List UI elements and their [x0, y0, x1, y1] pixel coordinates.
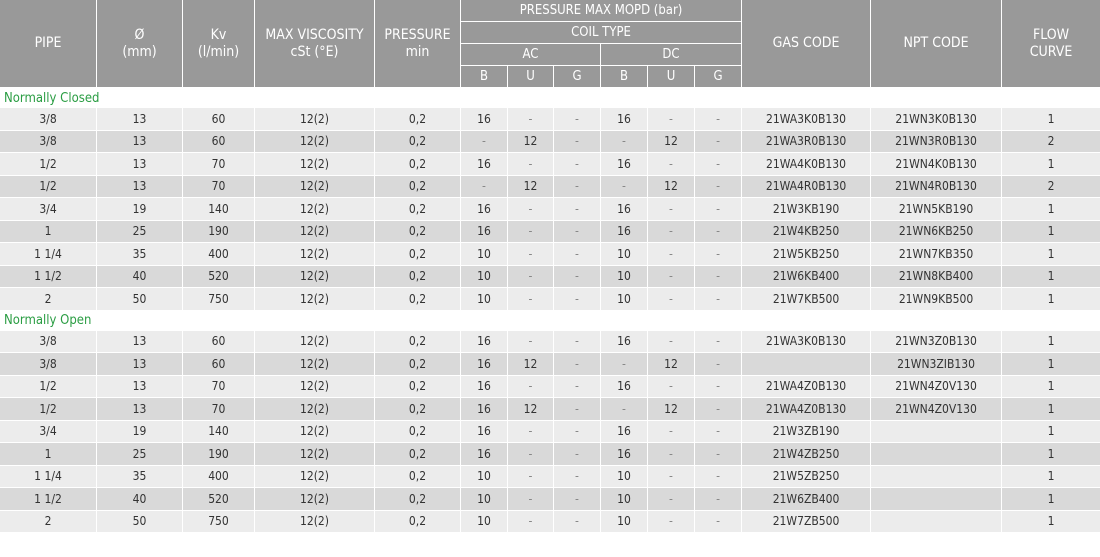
- cell-pressure-min: 0,2: [375, 221, 461, 244]
- cell-npt-code: 21WN8KB400: [871, 266, 1002, 289]
- cell-kv: 520: [183, 488, 255, 511]
- cell-pipe: 2: [0, 511, 97, 534]
- cell-pressure-min: 0,2: [375, 398, 461, 421]
- cell-ac-b: 16: [461, 108, 508, 131]
- cell-npt-code: 21WN6KB250: [871, 221, 1002, 244]
- cell-dc-b: -: [601, 131, 648, 154]
- cell-dc-u: -: [648, 443, 695, 466]
- cell-gas-code: 21W7ZB500: [742, 511, 871, 534]
- cell-kv: 140: [183, 421, 255, 444]
- cell-npt-code: 21WN3Z0B130: [871, 331, 1002, 354]
- table-row: [0, 376, 1100, 399]
- cell-max-viscosity: 12(2): [255, 198, 375, 221]
- cell-npt-code: 21WN3K0B130: [871, 108, 1002, 131]
- cell-dc-u: -: [648, 266, 695, 289]
- cell-dc-g: -: [695, 198, 742, 221]
- cell-pipe: 1 1/4: [0, 243, 97, 266]
- cell-pipe: 3/8: [0, 331, 97, 354]
- col-header-ac-g: G: [554, 66, 601, 88]
- cell-max-viscosity: 12(2): [255, 221, 375, 244]
- cell-diameter: 35: [97, 466, 183, 489]
- cell-gas-code: 21W5ZB250: [742, 466, 871, 489]
- cell-flow-curve: 1: [1002, 198, 1100, 221]
- cell-ac-u: -: [508, 198, 554, 221]
- col-header-max-viscosity: MAX VISCOSITY cSt (°E): [255, 0, 375, 88]
- cell-pressure-min: 0,2: [375, 353, 461, 376]
- cell-dc-g: -: [695, 488, 742, 511]
- cell-ac-b: 16: [461, 331, 508, 354]
- cell-flow-curve: 1: [1002, 353, 1100, 376]
- cell-ac-g: -: [554, 421, 601, 444]
- cell-pipe: 3/4: [0, 421, 97, 444]
- cell-ac-g: -: [554, 331, 601, 354]
- table-row: [0, 331, 1100, 354]
- cell-dc-g: -: [695, 153, 742, 176]
- cell-dc-b: -: [601, 398, 648, 421]
- table-row: [0, 466, 1100, 489]
- cell-dc-g: -: [695, 288, 742, 311]
- cell-ac-u: -: [508, 488, 554, 511]
- cell-kv: 70: [183, 398, 255, 421]
- cell-pipe: 3/8: [0, 131, 97, 154]
- cell-dc-u: -: [648, 376, 695, 399]
- cell-max-viscosity: 12(2): [255, 176, 375, 199]
- cell-ac-u: 12: [508, 176, 554, 199]
- cell-dc-b: 16: [601, 331, 648, 354]
- cell-pipe: 3/8: [0, 108, 97, 131]
- cell-pipe: 2: [0, 288, 97, 311]
- cell-npt-code: 21WN4Z0V130: [871, 376, 1002, 399]
- cell-diameter: 13: [97, 176, 183, 199]
- cell-gas-code: 21WA3K0B130: [742, 331, 871, 354]
- cell-pressure-min: 0,2: [375, 131, 461, 154]
- table-row: [0, 108, 1100, 131]
- cell-pressure-min: 0,2: [375, 466, 461, 489]
- col-header-mopd: PRESSURE MAX MOPD (bar): [461, 0, 742, 22]
- cell-ac-u: -: [508, 421, 554, 444]
- cell-diameter: 25: [97, 443, 183, 466]
- table-row: [0, 488, 1100, 511]
- cell-flow-curve: 1: [1002, 108, 1100, 131]
- cell-dc-u: -: [648, 421, 695, 444]
- cell-dc-b: 16: [601, 376, 648, 399]
- cell-ac-g: -: [554, 221, 601, 244]
- cell-diameter: 19: [97, 198, 183, 221]
- col-header-kv: Kv (l/min): [183, 0, 255, 88]
- cell-npt-code: 21WN3ZIB130: [871, 353, 1002, 376]
- cell-dc-g: -: [695, 176, 742, 199]
- cell-npt-code: [871, 421, 1002, 444]
- cell-kv: 70: [183, 176, 255, 199]
- cell-dc-b: 16: [601, 221, 648, 244]
- cell-dc-u: 12: [648, 131, 695, 154]
- cell-diameter: 13: [97, 153, 183, 176]
- cell-diameter: 13: [97, 376, 183, 399]
- cell-npt-code: 21WN9KB500: [871, 288, 1002, 311]
- table-row: [0, 266, 1100, 289]
- cell-ac-g: -: [554, 466, 601, 489]
- cell-diameter: 13: [97, 108, 183, 131]
- cell-kv: 60: [183, 353, 255, 376]
- cell-flow-curve: 1: [1002, 266, 1100, 289]
- cell-flow-curve: 2: [1002, 131, 1100, 154]
- cell-dc-b: 16: [601, 153, 648, 176]
- cell-dc-b: 10: [601, 466, 648, 489]
- cell-ac-g: -: [554, 243, 601, 266]
- cell-flow-curve: 1: [1002, 376, 1100, 399]
- cell-kv: 60: [183, 131, 255, 154]
- cell-ac-g: -: [554, 488, 601, 511]
- cell-pressure-min: 0,2: [375, 288, 461, 311]
- cell-max-viscosity: 12(2): [255, 443, 375, 466]
- cell-kv: 400: [183, 243, 255, 266]
- table-body: [0, 88, 1100, 533]
- cell-dc-g: -: [695, 353, 742, 376]
- cell-dc-g: -: [695, 266, 742, 289]
- col-header-diameter: Ø (mm): [97, 0, 183, 88]
- cell-kv: 190: [183, 221, 255, 244]
- cell-max-viscosity: 12(2): [255, 353, 375, 376]
- cell-dc-u: 12: [648, 398, 695, 421]
- col-header-flow-curve: FLOW CURVE: [1002, 0, 1100, 88]
- cell-ac-b: 10: [461, 466, 508, 489]
- section-title: Normally Closed: [0, 88, 1100, 108]
- cell-kv: 60: [183, 108, 255, 131]
- cell-ac-u: 12: [508, 131, 554, 154]
- cell-max-viscosity: 12(2): [255, 108, 375, 131]
- cell-flow-curve: 1: [1002, 331, 1100, 354]
- cell-max-viscosity: 12(2): [255, 288, 375, 311]
- table-row: [0, 221, 1100, 244]
- cell-npt-code: [871, 466, 1002, 489]
- cell-ac-u: 12: [508, 353, 554, 376]
- cell-flow-curve: 2: [1002, 176, 1100, 199]
- cell-dc-u: -: [648, 198, 695, 221]
- cell-dc-g: -: [695, 376, 742, 399]
- table-row: [0, 243, 1100, 266]
- col-header-coil-type: COIL TYPE: [461, 22, 742, 44]
- cell-dc-u: -: [648, 488, 695, 511]
- col-header-ac-b: B: [461, 66, 508, 88]
- section-title: Normally Open: [0, 311, 1100, 331]
- cell-pressure-min: 0,2: [375, 488, 461, 511]
- cell-max-viscosity: 12(2): [255, 466, 375, 489]
- cell-diameter: 13: [97, 131, 183, 154]
- cell-ac-g: -: [554, 511, 601, 534]
- cell-ac-g: -: [554, 398, 601, 421]
- cell-flow-curve: 1: [1002, 511, 1100, 534]
- cell-dc-b: 10: [601, 288, 648, 311]
- cell-ac-b: 16: [461, 443, 508, 466]
- cell-pipe: 1 1/4: [0, 466, 97, 489]
- cell-dc-u: -: [648, 221, 695, 244]
- cell-ac-b: 16: [461, 376, 508, 399]
- cell-ac-b: 10: [461, 511, 508, 534]
- cell-pipe: 1/2: [0, 398, 97, 421]
- cell-ac-u: -: [508, 511, 554, 534]
- cell-pipe: 3/4: [0, 198, 97, 221]
- cell-kv: 140: [183, 198, 255, 221]
- cell-dc-u: -: [648, 108, 695, 131]
- cell-ac-u: -: [508, 153, 554, 176]
- cell-kv: 400: [183, 466, 255, 489]
- cell-kv: 70: [183, 153, 255, 176]
- cell-flow-curve: 1: [1002, 153, 1100, 176]
- cell-dc-b: 10: [601, 243, 648, 266]
- cell-flow-curve: 1: [1002, 288, 1100, 311]
- cell-dc-u: -: [648, 511, 695, 534]
- cell-max-viscosity: 12(2): [255, 488, 375, 511]
- cell-dc-u: 12: [648, 176, 695, 199]
- cell-ac-b: 10: [461, 243, 508, 266]
- cell-pipe: 1 1/2: [0, 266, 97, 289]
- table-row: [0, 353, 1100, 376]
- table-row: [0, 176, 1100, 199]
- cell-dc-g: -: [695, 511, 742, 534]
- cell-ac-g: -: [554, 176, 601, 199]
- cell-diameter: 25: [97, 221, 183, 244]
- cell-ac-b: 16: [461, 198, 508, 221]
- cell-dc-g: -: [695, 108, 742, 131]
- cell-ac-u: -: [508, 266, 554, 289]
- cell-max-viscosity: 12(2): [255, 376, 375, 399]
- table-row: [0, 511, 1100, 534]
- cell-max-viscosity: 12(2): [255, 421, 375, 444]
- col-header-pipe: PIPE: [0, 0, 97, 88]
- cell-flow-curve: 1: [1002, 466, 1100, 489]
- table-row: [0, 421, 1100, 444]
- cell-dc-u: -: [648, 466, 695, 489]
- cell-gas-code: 21W3ZB190: [742, 421, 871, 444]
- cell-diameter: 19: [97, 421, 183, 444]
- cell-flow-curve: 1: [1002, 221, 1100, 244]
- cell-ac-g: -: [554, 108, 601, 131]
- cell-dc-u: 12: [648, 353, 695, 376]
- cell-gas-code: 21W4KB250: [742, 221, 871, 244]
- cell-gas-code: 21W3KB190: [742, 198, 871, 221]
- table-row: [0, 131, 1100, 154]
- cell-npt-code: 21WN4Z0V130: [871, 398, 1002, 421]
- cell-gas-code: 21WA4R0B130: [742, 176, 871, 199]
- cell-pressure-min: 0,2: [375, 108, 461, 131]
- cell-npt-code: 21WN3R0B130: [871, 131, 1002, 154]
- cell-ac-g: -: [554, 153, 601, 176]
- cell-kv: 520: [183, 266, 255, 289]
- cell-flow-curve: 1: [1002, 398, 1100, 421]
- cell-ac-g: -: [554, 376, 601, 399]
- cell-ac-g: -: [554, 288, 601, 311]
- cell-dc-b: 10: [601, 511, 648, 534]
- section-header: [0, 88, 1100, 108]
- cell-flow-curve: 1: [1002, 243, 1100, 266]
- cell-dc-b: 16: [601, 108, 648, 131]
- cell-pressure-min: 0,2: [375, 376, 461, 399]
- cell-pipe: 1/2: [0, 376, 97, 399]
- cell-diameter: 50: [97, 288, 183, 311]
- cell-dc-u: -: [648, 288, 695, 311]
- cell-pressure-min: 0,2: [375, 266, 461, 289]
- cell-flow-curve: 1: [1002, 421, 1100, 444]
- cell-pressure-min: 0,2: [375, 243, 461, 266]
- cell-max-viscosity: 12(2): [255, 153, 375, 176]
- cell-npt-code: 21WN4R0B130: [871, 176, 1002, 199]
- col-header-ac-u: U: [508, 66, 554, 88]
- cell-npt-code: [871, 443, 1002, 466]
- table-row: [0, 153, 1100, 176]
- cell-gas-code: [742, 353, 871, 376]
- cell-diameter: 40: [97, 488, 183, 511]
- cell-dc-b: 16: [601, 421, 648, 444]
- cell-ac-b: 10: [461, 288, 508, 311]
- cell-dc-g: -: [695, 466, 742, 489]
- cell-ac-b: 16: [461, 398, 508, 421]
- cell-npt-code: 21WN4K0B130: [871, 153, 1002, 176]
- cell-ac-b: 16: [461, 153, 508, 176]
- cell-max-viscosity: 12(2): [255, 243, 375, 266]
- cell-ac-g: -: [554, 198, 601, 221]
- cell-gas-code: 21WA3R0B130: [742, 131, 871, 154]
- cell-diameter: 13: [97, 331, 183, 354]
- cell-ac-b: 16: [461, 421, 508, 444]
- cell-diameter: 13: [97, 353, 183, 376]
- cell-pipe: 1/2: [0, 153, 97, 176]
- cell-dc-g: -: [695, 331, 742, 354]
- cell-kv: 70: [183, 376, 255, 399]
- cell-pressure-min: 0,2: [375, 153, 461, 176]
- col-header-npt-code: NPT CODE: [871, 0, 1002, 88]
- cell-dc-g: -: [695, 421, 742, 444]
- col-header-dc-b: B: [601, 66, 648, 88]
- cell-gas-code: 21WA4Z0B130: [742, 398, 871, 421]
- col-header-dc-u: U: [648, 66, 695, 88]
- cell-pipe: 1/2: [0, 176, 97, 199]
- cell-max-viscosity: 12(2): [255, 398, 375, 421]
- cell-dc-g: -: [695, 243, 742, 266]
- cell-dc-b: -: [601, 353, 648, 376]
- cell-ac-u: 12: [508, 398, 554, 421]
- cell-dc-b: 10: [601, 488, 648, 511]
- cell-ac-b: 16: [461, 221, 508, 244]
- table-row: [0, 398, 1100, 421]
- cell-npt-code: [871, 511, 1002, 534]
- cell-dc-u: -: [648, 153, 695, 176]
- cell-gas-code: 21WA4Z0B130: [742, 376, 871, 399]
- cell-npt-code: 21WN5KB190: [871, 198, 1002, 221]
- cell-ac-u: -: [508, 466, 554, 489]
- section-header: [0, 311, 1100, 331]
- cell-ac-g: -: [554, 353, 601, 376]
- cell-pressure-min: 0,2: [375, 198, 461, 221]
- cell-gas-code: 21W4ZB250: [742, 443, 871, 466]
- cell-max-viscosity: 12(2): [255, 331, 375, 354]
- cell-gas-code: 21W6KB400: [742, 266, 871, 289]
- cell-max-viscosity: 12(2): [255, 131, 375, 154]
- cell-ac-u: -: [508, 243, 554, 266]
- cell-gas-code: 21WA4K0B130: [742, 153, 871, 176]
- cell-gas-code: 21WA3K0B130: [742, 108, 871, 131]
- cell-ac-u: -: [508, 288, 554, 311]
- cell-gas-code: 21W6ZB400: [742, 488, 871, 511]
- col-header-gas-code: GAS CODE: [742, 0, 871, 88]
- cell-ac-g: -: [554, 266, 601, 289]
- cell-flow-curve: 1: [1002, 488, 1100, 511]
- cell-pressure-min: 0,2: [375, 421, 461, 444]
- cell-pressure-min: 0,2: [375, 443, 461, 466]
- table-row: [0, 198, 1100, 221]
- cell-kv: 60: [183, 331, 255, 354]
- cell-pressure-min: 0,2: [375, 176, 461, 199]
- cell-max-viscosity: 12(2): [255, 511, 375, 534]
- cell-gas-code: 21W5KB250: [742, 243, 871, 266]
- cell-dc-g: -: [695, 221, 742, 244]
- cell-dc-g: -: [695, 131, 742, 154]
- cell-dc-u: -: [648, 331, 695, 354]
- cell-dc-b: 16: [601, 198, 648, 221]
- cell-ac-u: -: [508, 108, 554, 131]
- table-row: [0, 443, 1100, 466]
- cell-kv: 750: [183, 288, 255, 311]
- cell-diameter: 50: [97, 511, 183, 534]
- col-header-pressure-min: PRESSURE min: [375, 0, 461, 88]
- cell-dc-b: 16: [601, 443, 648, 466]
- cell-kv: 190: [183, 443, 255, 466]
- cell-ac-b: -: [461, 131, 508, 154]
- cell-ac-g: -: [554, 131, 601, 154]
- cell-pipe: 1 1/2: [0, 488, 97, 511]
- cell-ac-b: 10: [461, 488, 508, 511]
- cell-ac-u: -: [508, 443, 554, 466]
- cell-ac-g: -: [554, 443, 601, 466]
- cell-diameter: 40: [97, 266, 183, 289]
- cell-ac-b: 16: [461, 353, 508, 376]
- cell-ac-b: 10: [461, 266, 508, 289]
- cell-npt-code: [871, 488, 1002, 511]
- cell-pipe: 1: [0, 221, 97, 244]
- cell-pipe: 3/8: [0, 353, 97, 376]
- cell-kv: 750: [183, 511, 255, 534]
- cell-pipe: 1: [0, 443, 97, 466]
- cell-dc-g: -: [695, 398, 742, 421]
- cell-diameter: 13: [97, 398, 183, 421]
- cell-dc-b: 10: [601, 266, 648, 289]
- cell-npt-code: 21WN7KB350: [871, 243, 1002, 266]
- cell-dc-b: -: [601, 176, 648, 199]
- cell-ac-b: -: [461, 176, 508, 199]
- table-row: [0, 288, 1100, 311]
- cell-dc-u: -: [648, 243, 695, 266]
- cell-dc-g: -: [695, 443, 742, 466]
- cell-pressure-min: 0,2: [375, 331, 461, 354]
- col-header-dc-g: G: [695, 66, 742, 88]
- col-header-dc: DC: [601, 44, 742, 66]
- cell-ac-u: -: [508, 331, 554, 354]
- col-header-ac: AC: [461, 44, 601, 66]
- cell-flow-curve: 1: [1002, 443, 1100, 466]
- cell-ac-u: -: [508, 376, 554, 399]
- cell-pressure-min: 0,2: [375, 511, 461, 534]
- cell-max-viscosity: 12(2): [255, 266, 375, 289]
- cell-ac-u: -: [508, 221, 554, 244]
- cell-diameter: 35: [97, 243, 183, 266]
- cell-gas-code: 21W7KB500: [742, 288, 871, 311]
